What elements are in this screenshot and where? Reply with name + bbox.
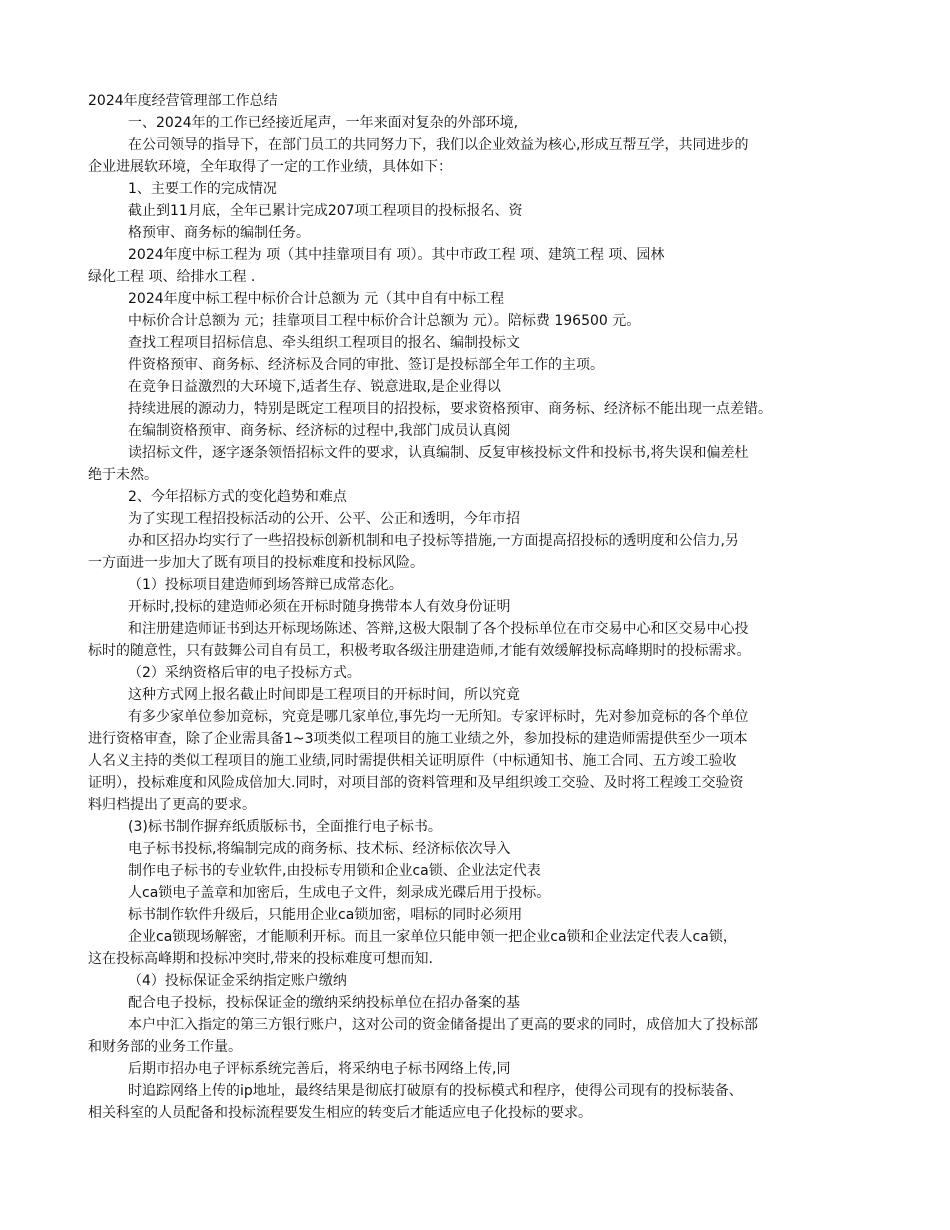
text-line: 2024年度中标工程为 项（其中挂靠项目有 项）。其中市政工程 项、建筑工程 项、园林 (128, 247, 665, 263)
text-line: 办和区招办均实行了一些招投标创新机制和电子投标等措施,一方面提高招投标的透明度和公信力,另 (128, 533, 739, 549)
text-line: 标书制作软件升级后，只能用企业ca锁加密，唱标的同时必须用 (128, 907, 523, 923)
text-line: 2024年度中标工程中标价合计总额为 元（其中自有中标工程 (128, 291, 505, 307)
text-line: （1）投标项目建造师到场答辩已成常态化。 (128, 577, 403, 593)
text-line: 进行资格审查，除了企业需具备1~3项类似工程项目的施工业绩之外，参加投标的建造师需提供至少一项本 (88, 731, 748, 747)
text-line: （2）采纳资格后审的电子投标方式。 (128, 665, 361, 681)
text-line: 中标价合计总额为 元；挂靠项目工程中标价合计总额为 元）。陪标费 196500 元。 (128, 313, 641, 329)
text-line: 这种方式网上报名截止时间即是工程项目的开标时间，所以究竟 (128, 687, 520, 703)
text-line: 人ca锁电子盖章和加密后，生成电子文件，刻录成光碟后用于投标。 (128, 885, 551, 901)
text-line: 企业进展软环境，全年取得了一定的工作业绩，具体如下： (88, 159, 452, 175)
text-line: 料归档提出了更高的要求。 (88, 797, 256, 813)
paragraph-lines (88, 112, 868, 1124)
text-line: 持续进展的源动力，特别是既定工程项目的招投标，要求资格预审、商务标、经济标不能出现一点差错。 (128, 401, 772, 417)
text-line: 证明），投标难度和风险成倍加大.同时，对项目部的资料管理和及早组织竣工交验、及时将工程竣工交验资 (88, 775, 744, 791)
document-title: 2024年度经营管理部工作总结 (88, 93, 278, 109)
text-line: 和注册建造师证书到达开标现场陈述、答辩,这极大限制了各个投标单位在市交易中心和区交易中心投 (128, 621, 749, 637)
text-line: 为了实现工程招投标活动的公开、公平、公正和透明，今年市招 (128, 511, 520, 527)
text-line: 标时的随意性，只有鼓舞公司自有员工，积极考取各级注册建造师,才能有效缓解投标高峰期时的投标需求。 (88, 643, 751, 659)
text-line: 时追踪网络上传的ip地址，最终结果是彻底打破原有的投标模式和程序，使得公司现有的投标装备、 (128, 1083, 743, 1099)
text-line: 配合电子投标，投标保证金的缴纳采纳投标单位在招办备案的基 (128, 995, 520, 1011)
text-line: 后期市招办电子评标系统完善后，将采纳电子标书网络上传,同 (128, 1061, 511, 1077)
text-line: 和财务部的业务工作量。 (88, 1039, 242, 1055)
text-line: 这在投标高峰期和投标冲突时,带来的投标难度可想而知. (88, 951, 433, 967)
text-line: 2、今年招标方式的变化趋势和难点 (128, 489, 347, 505)
text-line: 人名义主持的类似工程项目的施工业绩,同时需提供相关证明原件（中标通知书、施工合同、五方竣工验收 (88, 753, 737, 769)
text-line: 绝于未然。 (88, 467, 158, 483)
text-line: 1、主要工作的完成情况 (128, 181, 277, 197)
text-line: 查找工程项目招标信息、牵头组织工程项目的报名、编制投标文 (128, 335, 520, 351)
text-line: 一方面进一步加大了既有项目的投标难度和投标风险。 (88, 555, 424, 571)
text-line: (3)标书制作摒弃纸质版标书，全面推行电子标书。 (128, 819, 442, 835)
text-line: 企业ca锁现场解密，才能顺利开标。而且一家单位只能申领一把企业ca锁和企业法定代表人ca锁， (128, 929, 737, 945)
text-line: 开标时,投标的建造师必须在开标时随身携带本人有效身份证明 (128, 599, 511, 615)
text-line: 件资格预审、商务标、经济标及合同的审批、签订是投标部全年工作的主项。 (128, 357, 604, 373)
text-line: 有多少家单位参加竞标，究竟是哪几家单位,事先均一无所知。专家评标时，先对参加竞标的各个单位 (128, 709, 749, 725)
text-line: 在竞争日益激烈的大环境下,适者生存、锐意进取,是企业得以 (128, 379, 501, 395)
text-line: 绿化工程 项、给排水工程 . (88, 269, 256, 285)
text-line: 格预审、商务标的编制任务。 (128, 225, 310, 241)
text-line: 截止到11月底，全年已累计完成207项工程项目的投标报名、资 (128, 203, 523, 219)
text-line: （4）投标保证金采纳指定账户缴纳 (128, 973, 347, 989)
text-line: 读招标文件，逐字逐条领悟招标文件的要求，认真编制、反复审核投标文件和投标书,将失误和偏差杜 (128, 445, 749, 461)
text-line: 一、2024年的工作已经接近尾声，一年来面对复杂的外部环境, (128, 115, 519, 131)
text-line: 本户中汇入指定的第三方银行账户，这对公司的资金储备提出了更高的要求的同时，成倍加大了投标部 (128, 1017, 758, 1033)
text-line: 制作电子标书的专业软件,由投标专用锁和企业ca锁、企业法定代表 (128, 863, 541, 879)
text-line: 电子标书投标,将编制完成的商务标、技术标、经济标依次导入 (128, 841, 511, 857)
text-line: 在编制资格预审、商务标、经济标的过程中,我部门成员认真阅 (128, 423, 511, 439)
text-line: 相关科室的人员配备和投标流程要发生相应的转变后才能适应电子化投标的要求。 (88, 1105, 592, 1121)
text-line: 在公司领导的指导下，在部门员工的共同努力下，我们以企业效益为核心,形成互帮互学，共同进步的 (128, 137, 749, 153)
document-body (88, 90, 868, 1124)
